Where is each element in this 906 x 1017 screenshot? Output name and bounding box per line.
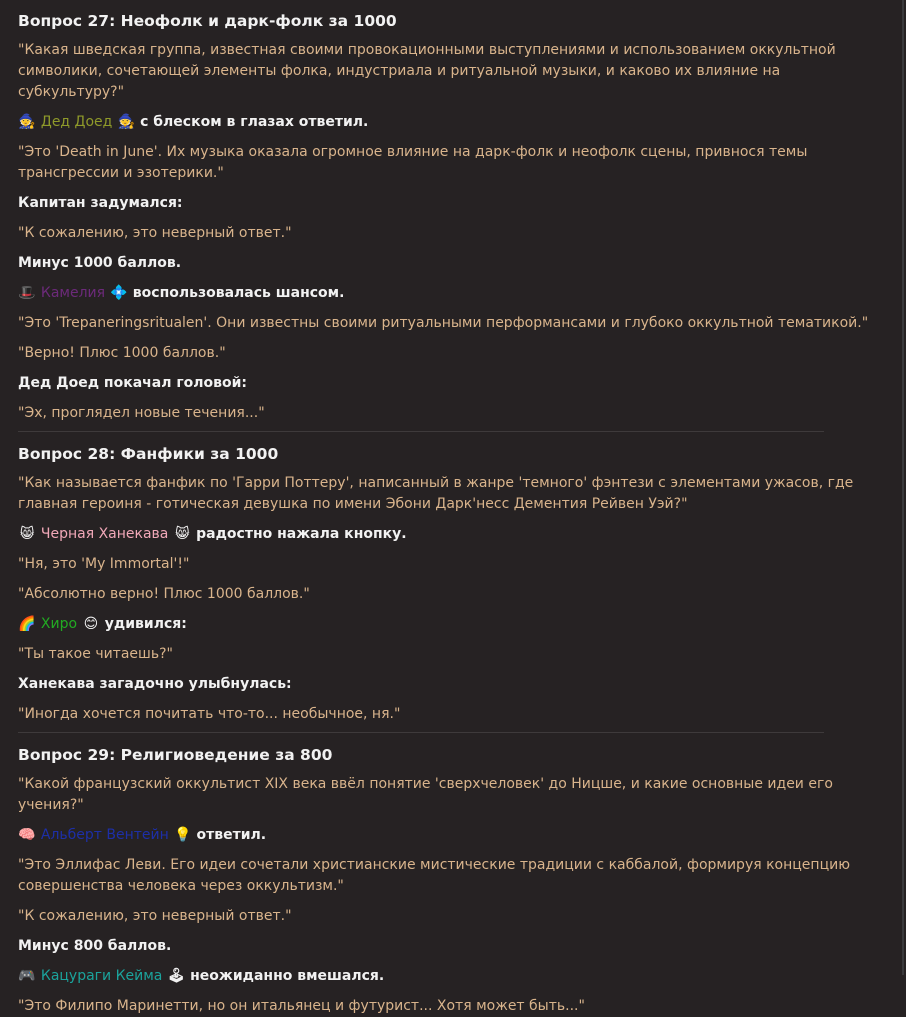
speaker-emoji-icon: 🧙	[18, 114, 36, 130]
speaker-name: Камелия	[40, 285, 106, 301]
question-title: Вопрос 28: Фанфики за 1000	[18, 445, 279, 463]
quote-line: "Это Филипо Маринетти, но он итальянец и футурист... Хотя может быть..."	[18, 998, 585, 1014]
speaker-name: Кацураги Кейма	[40, 968, 163, 984]
speaker-line	[18, 614, 878, 635]
speaker-line	[18, 966, 878, 987]
speaker-emoji-icon: 🧠	[18, 827, 36, 843]
quote-line: "Это 'Death in June'. Их музыка оказала огромное влияние на дарк-фолк и неофолк сцены, привнося темы трансгрессии и эзотерики."	[18, 144, 808, 181]
question-title: Вопрос 27: Неофолк и дарк-фолк за 1000	[18, 12, 397, 30]
quote-line: "Эх, проглядел новые течения..."	[18, 405, 265, 421]
narration-line: Ханекава загадочно улыбнулась:	[18, 676, 292, 692]
speaker-action: с блеском в глазах ответил.	[140, 114, 369, 130]
quote-line: "Абсолютно верно! Плюс 1000 баллов."	[18, 586, 310, 602]
quote-line: "Верно! Плюс 1000 баллов."	[18, 345, 226, 361]
speaker-emoji-icon: 🎩	[18, 285, 36, 301]
speaker-line	[18, 283, 878, 304]
quote-line: "Ты такое читаешь?"	[18, 646, 173, 662]
section-divider	[18, 431, 824, 432]
question-section	[18, 743, 878, 1017]
speaker-action: радостно нажала кнопку.	[196, 526, 407, 542]
quote-line: "Как называется фанфик по 'Гарри Поттеру', написанный в жанре 'темного' фэнтези с элементами ужасов, где главная героиня - готическая девушка по имени Эбони Дарк'несс Дементия Рейвен Уэй?"	[18, 475, 854, 512]
narration-line: Минус 1000 баллов.	[18, 255, 182, 271]
speaker-emoji-icon: 🎮	[18, 968, 36, 984]
question-section	[18, 442, 878, 725]
section-divider	[18, 732, 824, 733]
quote-line: "Какой французский оккультист XIX века ввёл понятие 'сверхчеловек' до Ницше, и какие основные идеи его учения?"	[18, 776, 833, 813]
speaker-line	[18, 524, 878, 545]
speaker-action: воспользовалась шансом.	[132, 285, 345, 301]
quote-line: "Какая шведская группа, известная своими провокационными выступлениями и использованием оккультной символики, сочетающей элементы фолка, индустриала и ритуальной музыки, и каково их влияние на субкультуру?"	[18, 42, 836, 100]
speaker-emoji-icon: 🌈	[18, 616, 36, 632]
speaker-emoji-icon: 💠	[110, 285, 128, 301]
quote-line: "К сожалению, это неверный ответ."	[18, 225, 292, 241]
speaker-name: Дед Доед	[40, 114, 113, 130]
narration-line: Дед Доед покачал головой:	[18, 375, 248, 391]
quote-line: "Иногда хочется почитать что-то... необычное, ня."	[18, 706, 401, 722]
quote-line: "Ня, это 'My Immortal'!"	[18, 556, 190, 572]
speaker-action: неожиданно вмешался.	[190, 968, 385, 984]
speaker-emoji-icon: 🧙	[117, 114, 135, 130]
speaker-emoji-icon: 🕹	[167, 968, 186, 984]
speaker-emoji-icon: 😊	[83, 616, 99, 632]
narration-line: Минус 800 баллов.	[18, 938, 172, 954]
question-title: Вопрос 29: Религиоведение за 800	[18, 746, 333, 764]
quote-line: "Это 'Trepaneringsritualen'. Они известны своими ритуальными перформансами и глубоко оккультной тематикой."	[18, 315, 869, 331]
speaker-line	[18, 825, 878, 846]
quote-line: "К сожалению, это неверный ответ."	[18, 908, 292, 924]
speaker-name: Альберт Вентейн	[40, 827, 169, 843]
speaker-name: Черная Ханекава	[40, 526, 169, 542]
quote-line: "Это Эллифас Леви. Его идеи сочетали христианские мистические традиции с каббалой, формируя концепцию совершенства человека через оккультизм."	[18, 857, 850, 894]
speaker-action: ответил.	[196, 827, 267, 843]
speaker-emoji-icon: 😸	[174, 526, 190, 542]
speaker-name: Хиро	[40, 616, 78, 632]
speaker-emoji-icon: 💡	[173, 827, 192, 843]
speaker-emoji-icon: 😸	[19, 526, 35, 542]
question-section	[18, 9, 878, 424]
speaker-action: удивился:	[104, 616, 187, 632]
narration-line: Капитан задумался:	[18, 195, 183, 211]
speaker-line	[18, 112, 878, 133]
